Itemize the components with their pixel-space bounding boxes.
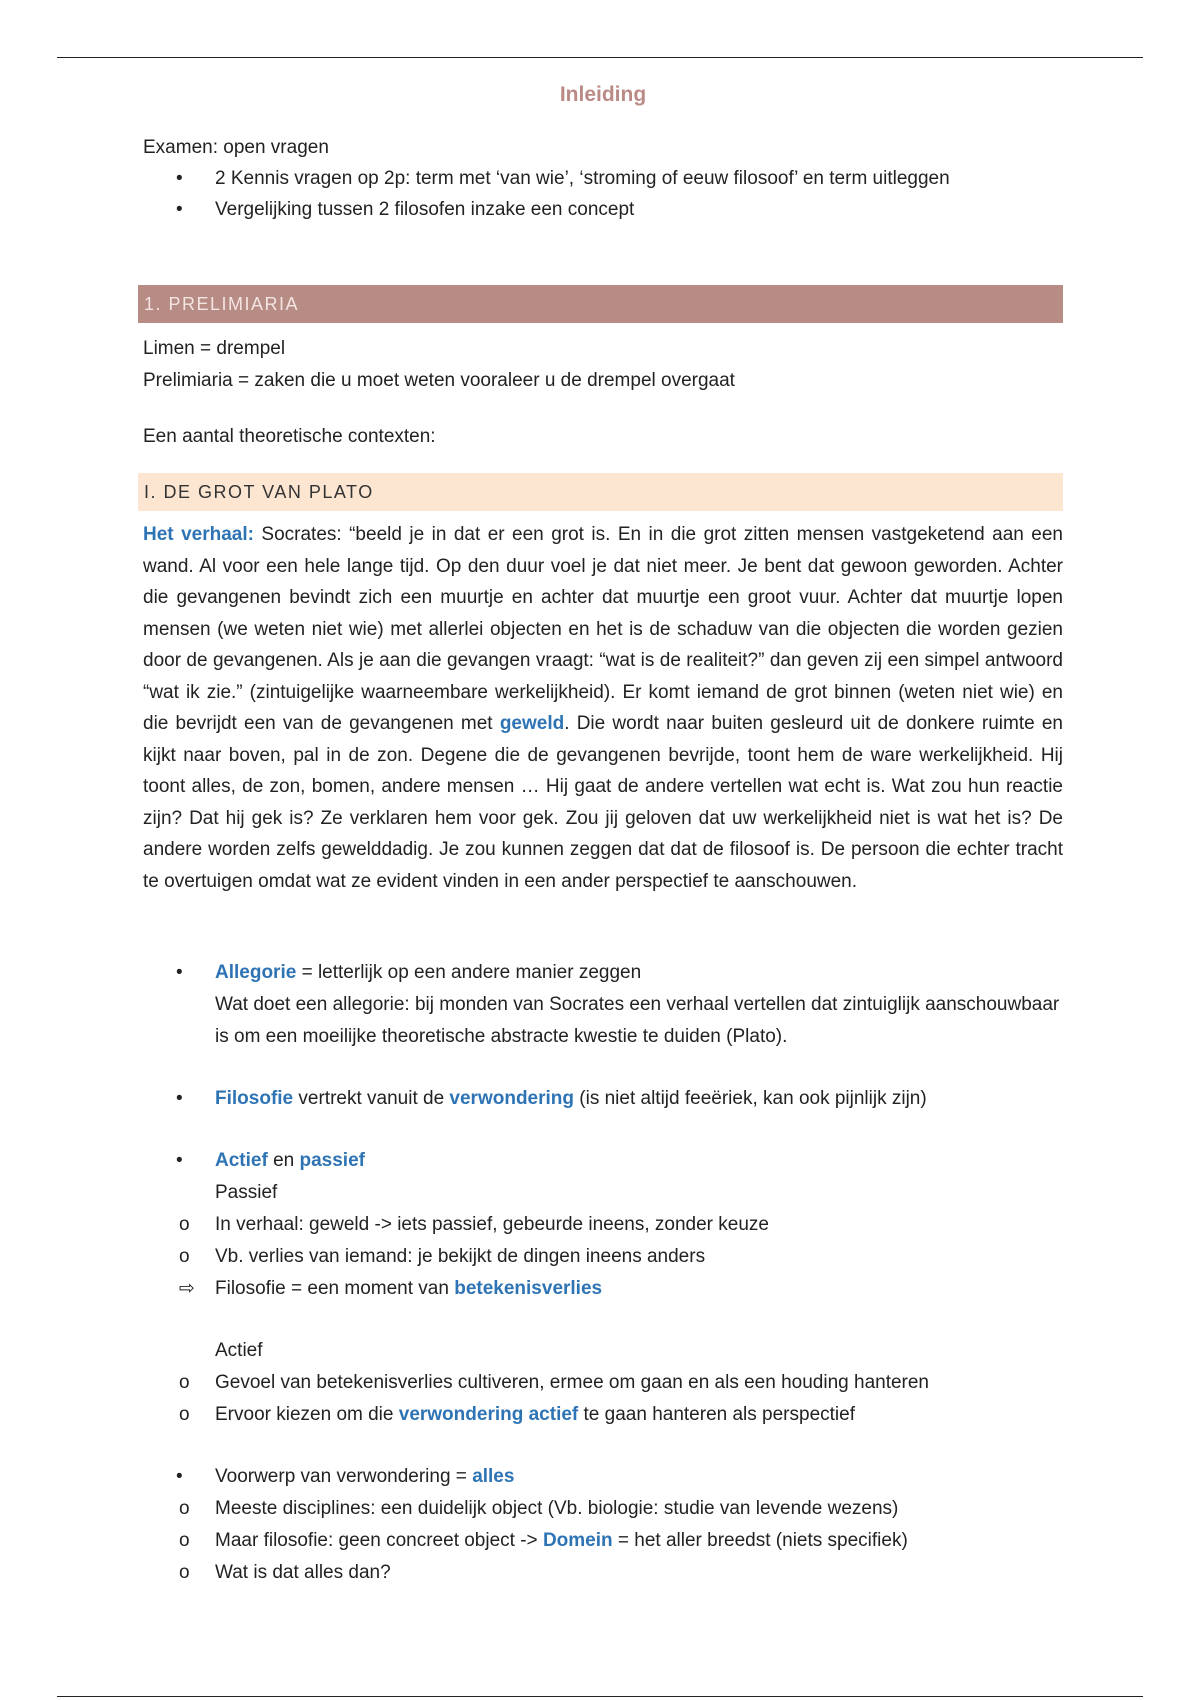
sub-list-item xyxy=(143,1557,1063,1589)
circle-bullet-icon: o xyxy=(179,1214,190,1235)
story-text-2: . Die wordt naar buiten gesleurd uit de donkere ruimte en kijkt naar boven, pal in de zon. Degene die de gevangenen bevrijde, toont hem de ware werkelijkheid. Hij toont alles, de zon, bomen, andere mensen … Hij gaat de andere vertellen wat echt is. Wat zou hun reactie zijn? Dat hij gek is? Ze verklaren hem voor gek. Zou jij geloven dat uw werkelijkheid niet is wat het is? De andere worden zelfs gewelddadig. Je zou kunnen zeggen dat dat de filosoof is. De persoon die echter tracht te overtuigen omdat wat ze evident vinden in een ander perspectief te aanschouwen. xyxy=(143,713,1064,892)
sub-item-text: Maar filosofie: geen concreet object -> xyxy=(215,1530,543,1551)
term-actief: Actief xyxy=(215,1150,268,1171)
passief-sublist xyxy=(143,1209,1063,1305)
story-label: Het verhaal: xyxy=(143,524,254,545)
sub-list-item xyxy=(143,1241,1063,1273)
circle-bullet-icon: o xyxy=(179,1372,190,1393)
sub-item-text: Ervoor kiezen om die xyxy=(215,1404,399,1425)
sub-item-text: te gaan hanteren als perspectief xyxy=(578,1404,855,1425)
term-alles: alles xyxy=(472,1466,515,1487)
list-item-filosofie xyxy=(143,1083,1063,1115)
filosofie-list xyxy=(143,1083,1063,1115)
list-item-voorwerp xyxy=(143,1461,1063,1493)
sub-item-text: Vb. verlies van iemand: je bekijkt de dingen ineens anders xyxy=(215,1246,706,1267)
document-body xyxy=(143,80,1063,1589)
section-heading-grot: I. DE GROT VAN PLATO xyxy=(138,473,1063,511)
circle-bullet-icon: o xyxy=(179,1404,190,1425)
voorwerp-list xyxy=(143,1461,1063,1493)
term-betekenisverlies: betekenisverlies xyxy=(454,1278,603,1299)
list-item: • Vergelijking tussen 2 filosofen inzake een concept xyxy=(143,194,1063,225)
voorwerp-text: Voorwerp van verwondering = xyxy=(215,1466,473,1487)
story-text-1: Socrates: “beeld je in dat er een grot is. En in die grot zitten mensen vastgeketend aan een wand. Al voor een hele lange tijd. Op den duur voel je dat niet meer. Je bent dat gewoon geworden. Achter die gevangenen bevindt zich een muurtje en achter dat muurtje een groot vuur. Achter dat muurtje lopen mensen (we weten niet wie) met allerlei objecten en het is de schaduw van die objecten die worden gezien door de gevangenen. Als je aan die gevangen vraagt: “wat is de realiteit?” dan geven zij een simpel antwoord “wat ik zie.” (zintuigelijke waarneembare werkelijkheid). Er komt iemand de grot binnen (weten niet wie) en die bevrijdt een van de gevangenen met xyxy=(143,524,1063,734)
sub-list-item xyxy=(143,1525,1063,1557)
allegorie-definition: = letterlijk op een andere manier zeggen xyxy=(296,962,642,983)
sub-list-item xyxy=(143,1273,1063,1305)
actief-passief-list xyxy=(143,1145,1063,1177)
list-item-allegorie xyxy=(143,957,1063,989)
list-item-actief-passief xyxy=(143,1145,1063,1177)
allegorie-list xyxy=(143,957,1063,989)
sub-list-item xyxy=(143,1367,1063,1399)
list-item: • 2 Kennis vragen op 2p: term met ‘van wie’, ‘stroming of eeuw filosoof’ en term uitleggen xyxy=(143,163,1063,194)
circle-bullet-icon: o xyxy=(179,1562,190,1583)
sub-list-item xyxy=(143,1399,1063,1431)
exam-list xyxy=(143,163,1063,225)
term-allegorie: Allegorie xyxy=(215,962,297,983)
filosofie-text: vertrekt vanuit de xyxy=(293,1088,450,1109)
top-rule xyxy=(57,57,1143,58)
term-filosofie: Filosofie xyxy=(215,1088,294,1109)
exam-label: Examen: open vragen xyxy=(143,137,329,158)
allegorie-explanation: Wat doet een allegorie: bij monden van Socrates een verhaal vertellen dat zintuiglijk aanschouwbaar is om een moeilijke theoretische abstracte kwestie te duiden (Plato). xyxy=(215,994,1060,1047)
term-verwondering-actief: verwondering actief xyxy=(398,1404,579,1425)
contexts-intro: Een aantal theoretische contexten: xyxy=(143,426,436,447)
sub-item-text: Gevoel van betekenisverlies cultiveren, ermee om gaan en als een houding hanteren xyxy=(215,1372,930,1393)
definition-prelimiaria: Prelimiaria = zaken die u moet weten vooraleer u de drempel overgaat xyxy=(143,370,735,391)
actief-sublist xyxy=(143,1367,1063,1431)
story-paragraph xyxy=(143,519,1063,897)
sub-item-text: Wat is dat alles dan? xyxy=(215,1562,391,1583)
definition-limen: Limen = drempel xyxy=(143,338,286,359)
circle-bullet-icon: o xyxy=(179,1530,190,1551)
sub-item-text: = het aller breedst (niets specifiek) xyxy=(612,1530,908,1551)
voorwerp-sublist xyxy=(143,1493,1063,1589)
circle-bullet-icon: o xyxy=(179,1498,190,1519)
sub-item-text: Filosofie = een moment van xyxy=(215,1278,455,1299)
page-title: Inleiding xyxy=(559,83,647,106)
term-verwondering: verwondering xyxy=(449,1088,574,1109)
term-domein: Domein xyxy=(542,1530,613,1551)
actief-label: Actief xyxy=(215,1340,263,1361)
sub-item-text: Meeste disciplines: een duidelijk object (Vb. biologie: studie van levende wezens) xyxy=(215,1498,899,1519)
sub-list-item xyxy=(143,1209,1063,1241)
arrow-right-icon: ⇨ xyxy=(179,1278,195,1299)
term-passief: passief xyxy=(299,1150,365,1171)
sub-list-item xyxy=(143,1493,1063,1525)
sub-item-text: In verhaal: geweld -> iets passief, gebeurde ineens, zonder keuze xyxy=(215,1214,769,1235)
connector-text: en xyxy=(267,1150,300,1171)
bottom-rule xyxy=(57,1696,1143,1697)
circle-bullet-icon: o xyxy=(179,1246,190,1267)
story-term-geweld: geweld xyxy=(499,713,565,734)
filosofie-rest: (is niet altijd feeëriek, kan ook pijnlijk zijn) xyxy=(574,1088,927,1109)
passief-label: Passief xyxy=(215,1182,278,1203)
section-heading-prelimiaria: 1. PRELIMIARIA xyxy=(138,285,1063,323)
